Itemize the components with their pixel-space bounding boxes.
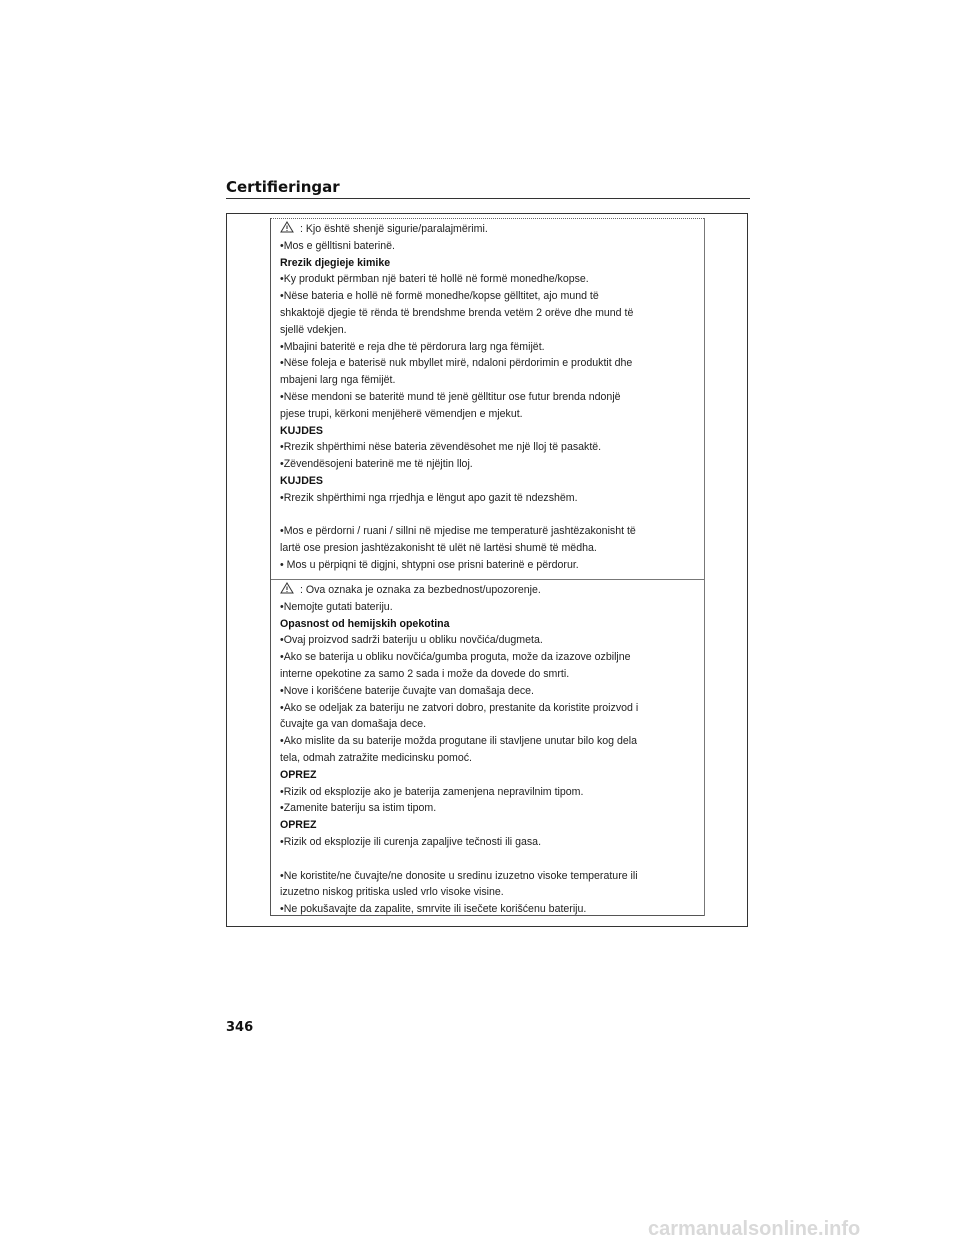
line-text: •Ovaj proizvod sadrži bateriju u obliku novčića/dugmeta. <box>280 634 543 647</box>
line-text: •Nemojte gutati bateriju. <box>280 600 393 613</box>
line-text: •Rizik od eksplozije ili curenja zapaljive tečnosti ili gasa. <box>280 835 542 848</box>
warning-line <box>280 784 700 801</box>
line-text: sjellë vdekjen. <box>280 323 347 336</box>
title-rule <box>226 198 750 199</box>
warning-heading <box>280 423 700 440</box>
box-divider <box>271 579 704 580</box>
line-text: čuvajte ga van domašaja dece. <box>280 718 427 731</box>
warning-line <box>280 800 700 817</box>
warning-line <box>280 439 700 456</box>
warning-line <box>280 490 700 507</box>
warning-line <box>280 355 700 372</box>
warning-line <box>280 322 700 339</box>
warning-line <box>280 288 700 305</box>
warning-line <box>280 868 700 885</box>
warning-heading <box>280 255 700 272</box>
line-text: •Rrezik shpërthimi nëse bateria zëvendësohet me një lloj të pasaktë. <box>280 441 602 454</box>
line-text: •Zëvendësojeni baterinë me të njëjtin lloj. <box>280 458 473 471</box>
warning-heading <box>280 616 700 633</box>
warning-line <box>280 339 700 356</box>
warning-line <box>280 540 700 557</box>
warning-line <box>280 901 700 918</box>
line-text: •Nëse mendoni se bateritë mund të jenë gëlltitur ose futur brenda ndonjë <box>280 390 621 403</box>
warning-line <box>280 683 700 700</box>
paragraph-gap <box>280 507 700 524</box>
line-text: mbajeni larg nga fëmijët. <box>280 374 396 387</box>
warning-line <box>280 632 700 649</box>
warning-line <box>280 389 700 406</box>
warning-line <box>280 666 700 683</box>
line-text: Opasnost od hemijskih opekotina <box>280 617 450 630</box>
line-text: : Ova oznaka je oznaka za bezbednost/upozorenje. <box>297 584 541 596</box>
line-text: OPREZ <box>280 819 317 832</box>
line-text: interne opekotine za samo 2 sada i može da dovede do smrti. <box>280 667 570 680</box>
line-text: •Nëse bateria e hollë në formë monedhe/kopse gëlltitet, ajo mund të <box>280 290 599 303</box>
watermark: carmanualsonline.info <box>648 1218 861 1240</box>
warning-line <box>280 372 700 389</box>
warning-line <box>280 700 700 717</box>
warning-line <box>280 557 700 574</box>
line-text: pjese trupi, kërkoni menjëherë vëmendjen e mjekut. <box>280 407 523 420</box>
line-text: •Ako se odeljak za bateriju ne zatvori dobro, prestanite da koristite proizvod i <box>280 701 639 714</box>
line-text: lartë ose presion jashtëzakonisht të ulët në lartësi shumë të mëdha. <box>280 542 597 555</box>
albanian-warning-text <box>280 221 700 574</box>
warning-line <box>280 834 700 851</box>
warning-line <box>280 716 700 733</box>
line-text: •Mos e përdorni / ruani / sillni në mjedise me temperaturë jashtëzakonisht të <box>280 525 636 538</box>
line-text: •Nëse foleja e baterisë nuk mbyllet mirë, ndaloni përdorimin e produktit dhe <box>280 357 633 370</box>
line-text: •Nove i korišćene baterije čuvajte van domašaja dece. <box>280 684 534 697</box>
warning-line <box>280 884 700 901</box>
warning-heading <box>280 817 700 834</box>
warning-line <box>280 406 700 423</box>
warning-line <box>280 750 700 767</box>
line-text: tela, odmah zatražite medicinsku pomoć. <box>280 751 472 764</box>
page-number: 346 <box>226 1020 254 1035</box>
line-text: OPREZ <box>280 768 317 781</box>
line-text: : Kjo është shenjë sigurie/paralajmërimi. <box>297 223 488 235</box>
line-text: •Ky produkt përmban një bateri të hollë në formë monedhe/kopse. <box>280 273 589 286</box>
warning-line <box>280 733 700 750</box>
warning-line <box>280 649 700 666</box>
line-text: KUJDES <box>280 424 323 437</box>
warning-heading <box>280 473 700 490</box>
line-text: •Ako mislite da su baterije možda progutane ili stavljene unutar bilo kog dela <box>280 735 638 748</box>
warning-triangle-icon <box>280 582 294 594</box>
warning-heading <box>280 767 700 784</box>
warning-line <box>280 523 700 540</box>
warning-line <box>280 271 700 288</box>
serbian-warning-text <box>280 582 700 918</box>
warning-line <box>280 456 700 473</box>
line-text: KUJDES <box>280 474 323 487</box>
box-top-rule <box>271 218 704 219</box>
line-text: •Rrezik shpërthimi nga rrjedhja e lëngut apo gazit të ndezshëm. <box>280 491 578 504</box>
section-title: Certifieringar <box>226 178 340 196</box>
warning-triangle-icon <box>280 221 294 233</box>
line-text: •Rizik od eksplozije ako je baterija zamenjena nepravilnim tipom. <box>280 785 584 798</box>
warning-line <box>280 305 700 322</box>
line-text: •Zamenite bateriju sa istim tipom. <box>280 802 437 815</box>
line-text: •Mbajini bateritë e reja dhe të përdorura larg nga fëmijët. <box>280 340 545 353</box>
line-text: •Ne koristite/ne čuvajte/ne donosite u sredinu izuzetno visoke temperature ili <box>280 869 638 882</box>
line-text: •Mos e gëlltisni baterinë. <box>280 239 396 252</box>
line-text: izuzetno niskog pritiska usled vrlo visoke visine. <box>280 886 504 899</box>
line-text: • Mos u përpiqni të digjni, shtypni ose prisni baterinë e përdorur. <box>280 558 579 571</box>
paragraph-gap <box>280 851 700 868</box>
warning-line <box>280 582 700 599</box>
line-text: shkaktojë djegie të rënda të brendshme brenda vetëm 2 orëve dhe mund të <box>280 306 634 319</box>
warning-line <box>280 238 700 255</box>
warning-line <box>280 599 700 616</box>
line-text: •Ako se baterija u obliku novčića/gumba proguta, može da izazove ozbiljne <box>280 651 631 664</box>
line-text: •Ne pokušavajte da zapalite, smrvite ili isečete korišćenu bateriju. <box>280 903 587 916</box>
warning-line <box>280 221 700 238</box>
line-text: Rrezik djegieje kimike <box>280 256 391 269</box>
